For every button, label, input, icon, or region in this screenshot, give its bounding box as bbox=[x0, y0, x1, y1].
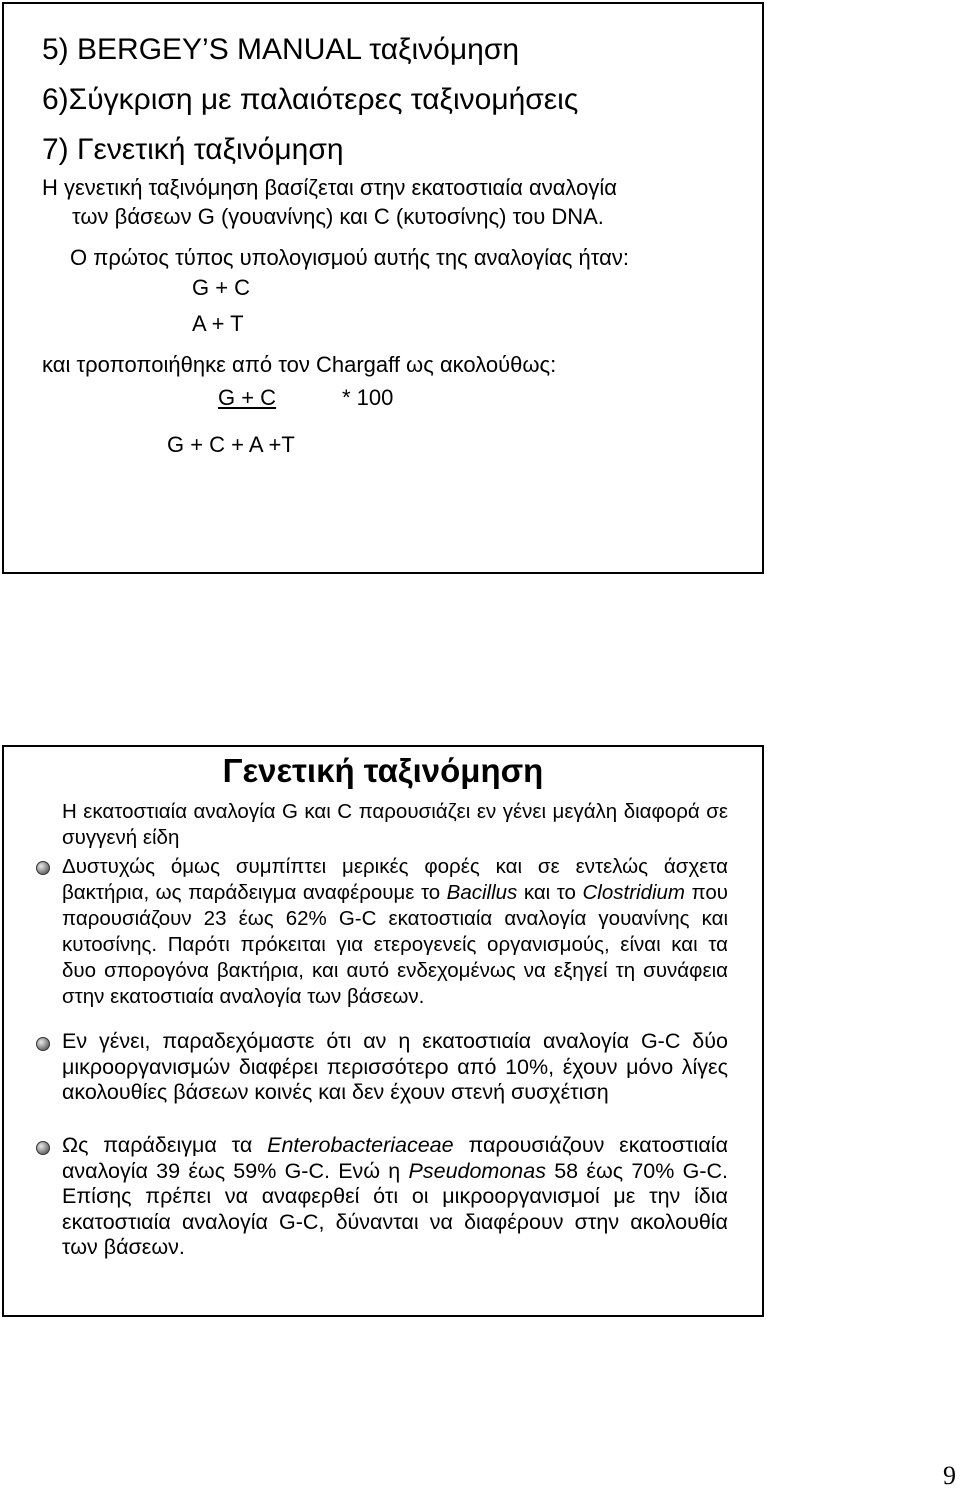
ratio2-multiplier: * 100 bbox=[342, 385, 394, 410]
bullet-1-part-2: και το bbox=[517, 881, 583, 904]
heading-comparison: 6)Σύγκριση με παλαιότερες ταξινομήσεις bbox=[42, 83, 579, 116]
ratio1-numerator: G + C bbox=[192, 275, 251, 300]
bullet-3-part-2: παρουσιάζουν εκατοστιαία αναλογία 39 έως 59% G-C. Ενώ η bbox=[62, 1133, 728, 1183]
sphere-bullet-icon bbox=[36, 1141, 50, 1155]
sphere-bullet-icon bbox=[36, 861, 50, 875]
bullet-3-italic-pseudomonas: Pseudomonas bbox=[408, 1158, 546, 1183]
bullet-1-part-1: Δυστυχώς όμως συμπίπτει μερικές φορές και σε εντελώς άσχετα βακτήρια, ως παράδειγμα αναφέρουμε το bbox=[62, 855, 728, 904]
ratio1-denominator: A + T bbox=[192, 311, 244, 336]
modified-intro: και τροποποιήθηκε από τον Chargaff ως ακολούθως: bbox=[42, 352, 557, 377]
slide-1 bbox=[2, 2, 764, 574]
bullet-1-italic-bacillus: Bacillus bbox=[446, 881, 518, 904]
ratio2-denominator: G + C + A +T bbox=[167, 432, 295, 457]
bullet-paragraph-2: Εν γένει, παραδεχόμαστε ότι αν η εκατοστιαία αναλογία G-C δύο μικροοργανισμών διαφέρει περισσότερο από 10%, έχουν μόνο λίγες ακολουθίες βάσεων κοινές και δεν έχουν στενή συσχέτιση bbox=[62, 1029, 728, 1104]
heading-genetic-classification: 7) Γενετική ταξινόμηση bbox=[42, 133, 344, 166]
intro-line-2: των βάσεων G (γουανίνης) και C (κυτοσίνης) του DNA. bbox=[72, 204, 604, 229]
page-number: 9 bbox=[943, 1461, 956, 1490]
bullet-3-part-1: Ως παράδειγμα τα bbox=[62, 1133, 268, 1157]
slide-2 bbox=[2, 745, 764, 1317]
intro-line-1: Η γενετική ταξινόμηση βασίζεται στην εκατοστιαία αναλογία bbox=[42, 175, 617, 200]
bullet-3-italic-enterobacteriaceae: Enterobacteriaceae bbox=[267, 1133, 454, 1157]
ratio2-numerator: G + C bbox=[218, 385, 277, 410]
intro-paragraph: Η εκατοστιαία αναλογία G και C παρουσιάζει εν γένει μεγάλη διαφορά σε συγγενή είδη bbox=[62, 800, 728, 849]
slide-title: Γενετική ταξινόμηση bbox=[222, 752, 544, 789]
heading-bergey-manual: 5) BERGEY’S MANUAL ταξινόμηση bbox=[42, 33, 520, 66]
bullet-paragraph-1 bbox=[62, 854, 728, 1010]
bullet-paragraph-3 bbox=[62, 1133, 728, 1261]
bullet-1-italic-clostridium: Clostridium bbox=[582, 881, 686, 904]
bullet-3-part-3: 58 έως 70% G-C. Επίσης πρέπει να αναφερθεί ότι οι μικροοργανισμοί με την ίδια εκατοστιαία αναλογία G-C, δύνανται να διαφέρουν στην ακολουθία των βάσεων. bbox=[62, 1158, 728, 1259]
bullet-1-part-3: που παρουσιάζουν 23 έως 62% G-C εκατοστιαία αναλογία γουανίνης και κυτοσίνης. Παρότι πρόκειται για ετερογενείς οργανισμούς, είναι και τα δυο σπορογόνα βακτήρια, και αυτό ενδεχομένως να εξηγεί τη συνάφεια στην εκατοστιαία αναλογία των βάσεων. bbox=[62, 881, 728, 1008]
first-formula-intro: Ο πρώτος τύπος υπολογισμού αυτής της αναλογίας ήταν: bbox=[70, 245, 629, 270]
sphere-bullet-icon bbox=[36, 1037, 50, 1051]
